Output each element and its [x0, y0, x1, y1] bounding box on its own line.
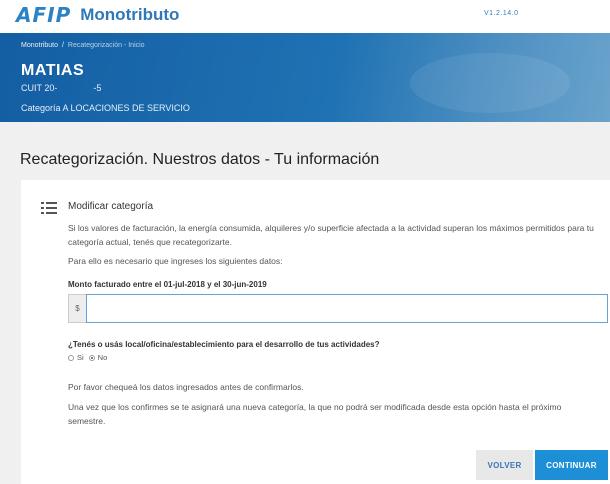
user-banner	[0, 33, 610, 122]
page-title: Recategorización. Nuestros datos - Tu información	[20, 151, 380, 168]
cuit-suffix: -5	[93, 83, 102, 93]
local-question: ¿Tenés o usás local/oficina/establecimiento para el desarrollo de tus actividades?	[68, 340, 380, 349]
local-option-no[interactable]	[89, 353, 108, 362]
breadcrumb-monotributo[interactable]: Monotributo	[21, 42, 58, 49]
monto-input[interactable]	[86, 294, 608, 323]
card-title: Modificar categoría	[68, 201, 154, 212]
afip-logo[interactable]	[16, 4, 179, 26]
app-name: Monotributo	[80, 5, 180, 24]
instruction-text: Para ello es necesario que ingreses los siguientes datos:	[68, 256, 283, 266]
top-bar	[0, 0, 610, 33]
breadcrumb-current: Recategorización - Inicio	[67, 42, 145, 49]
radio-no-icon[interactable]	[89, 355, 95, 361]
banner-decoration	[410, 53, 570, 113]
breadcrumb-separator: /	[61, 42, 64, 49]
local-option-si[interactable]	[68, 353, 84, 362]
list-icon	[41, 202, 57, 214]
radio-no-label: No	[97, 353, 108, 362]
intro-text: Si los valores de facturación, la energía consumida, alquileres y/o superficie afectada a la actividad superan los máximos permitidos para tu categoría actual, tenés que recategorizarte.	[68, 223, 594, 247]
modify-category-card	[21, 180, 610, 484]
radio-si-icon[interactable]	[68, 355, 74, 361]
cuit-number	[21, 83, 101, 93]
back-button[interactable]: VOLVER	[476, 450, 533, 480]
local-radio-group	[68, 353, 112, 362]
monto-label: Monto facturado entre el 01-jul-2018 y el 30-jun-2019	[68, 280, 267, 289]
confirm-note: Una vez que los confirmes se te asignará una nueva categoría, la que no podrá ser modificada desde esta opción hasta el próximo semestre.	[68, 402, 562, 426]
currency-addon: $	[68, 294, 86, 323]
cuit-prefix: CUIT 20-	[21, 83, 58, 93]
monto-field-group	[68, 294, 608, 323]
afip-logo-mark: AFIP	[16, 3, 72, 27]
user-name: MATIAS	[21, 62, 85, 79]
continue-button[interactable]: CONTINUAR	[535, 450, 608, 480]
version-label: V1.2.14.0	[484, 10, 519, 17]
breadcrumb	[21, 42, 145, 49]
check-note: Por favor chequeá los datos ingresados antes de confirmarlos.	[68, 382, 304, 392]
current-category: Categoría A LOCACIONES DE SERVICIO	[21, 103, 190, 113]
radio-si-label: Si	[77, 353, 84, 362]
